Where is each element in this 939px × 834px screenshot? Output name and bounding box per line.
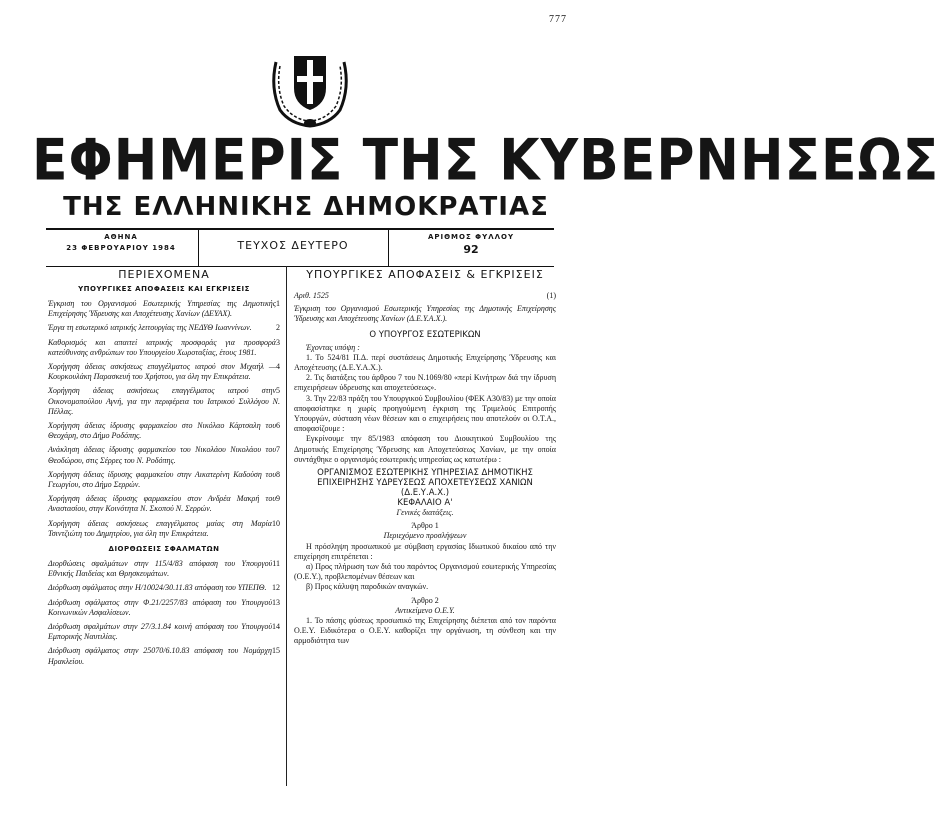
contents-entry-text: Διόρθωση σφάλματος στην Φ.21/2257/83 απόφαση του Υπουργού Κοινωνικών Ασφαλίσεων. [48,597,272,617]
organisation-title: ΟΡΓΑΝΙΣΜΟΣ ΕΣΩΤΕΡΙΚΗΣ ΥΠΗΡΕΣΙΑΣ ΔΗΜΟΤΙΚΗΣ ΕΠΙΧΕΙΡΗΣΗΣ ΥΔΡΕΥΣΕΩΣ ΑΠΟΧΕΤΕΥΣΕΩΣ ΧΑΝΙΩΝ (Δ.Ε.Υ.Α.Χ.) [317,468,533,499]
contents-entry-text: Έργα τη εσωτερικό ιατρικής λειτουργίας της ΝΕΔΥΘ Ιωαννίνων. [48,323,252,333]
contents-list-decisions [48,299,280,539]
article-1-heading: Άρθρο 1 [411,521,439,531]
contents-entry [48,559,280,579]
contents-entry [48,386,280,417]
contents-entry-page: 12 [272,583,280,593]
contents-entry-page: 2 [276,323,280,333]
issue-info-bar [46,228,554,267]
decision-number: Αριθ. 1525 [294,291,329,300]
contents-entry [48,338,280,358]
contents-entry [48,583,280,593]
contents-entry-text: Χορήγηση άδειας ασκήσεως επαγγέλματος ιατρού στον Μιχαήλ — Κουρκουλάκη Παρασκευή του Χρήστου, για όλη την Επικράτεια. [48,362,276,382]
contents-entry-text: Χορήγηση άδειας ίδρυσης φαρμακείου στο Νικόλαο Κάρτσαλη του Θεοχάρη, στο Δήμο Ροδόπης. [48,421,276,441]
recital-1: 1. Το 524/81 Π.Δ. περί συστάσεως Δημοτικής Επιχείρησης Ύδρευσης και Αποχέτευσης (Δ.Ε.Υ.Α.Χ.). [294,352,556,373]
contents-list-corrections [48,559,280,667]
contents-entry-page: 7 [276,445,280,455]
contents-entry [48,299,280,319]
issue-volume: ΤΕΥΧΟΣ ΔΕΥΤΕΡΟ [237,239,349,252]
contents-entry-text: Διόρθωση σφάλματος στην 25070/6.10.83 απόφαση του Νομάρχη Ηρακλείου. [48,646,272,666]
decision-summary: Έγκριση του Οργανισμού Εσωτερικής Υπηρεσίας της Δημοτικής Επιχείρησης Ύδρευσης και Αποχέτευσης Χανίων (Δ.Ε.Υ.Α.Χ.). [294,304,556,324]
decisions-column [294,268,556,647]
article-1-title: Περιεχόμενο προσλήψεων [383,531,467,541]
contents-subheading-corrections: ΔΙΟΡΘΩΣΕΙΣ ΣΦΑΛΜΑΤΩΝ [108,545,220,554]
contents-entry-page: 8 [276,469,280,479]
contents-entry [48,494,280,514]
article-1-item-b: β) Προς κάλυψη παροδικών αναγκών. [306,582,429,592]
recital-3: 3. Την 22/83 πράξη του Υπουργικού Συμβουλίου (ΦΕΚ Α30/83) με την οποία αποφασίστηκε η χωρίς προηγούμενη έγκριση της Τριμελούς Επιτροπής Υπουργών, σύσταση νέων θέσεων και ο επιχειρήσεις που αποτελούν οι Ο.Τ.Α., αποφασίζουμε : [294,393,556,434]
contents-entry [48,519,280,539]
gazette-title: ΕΦΗΜΕΡΙΣ ΤΗΣ ΚΥΒΕΡΝΗΣΕΩΣ [32,127,939,194]
page-number: 777 [549,14,567,25]
contents-entry-text: Διόρθωση σφάλματος στην Η/10024/30.11.83 απόφαση του ΥΠΕΠΘ. [48,583,267,593]
article-2-heading: Άρθρο 2 [411,595,439,605]
issue-city: ΑΘΗΝΑ [104,233,138,241]
contents-subheading-decisions: ΥΠΟΥΡΓΙΚΕΣ ΑΠΟΦΑΣΕΙΣ ΚΑΙ ΕΓΚΡΙΣΕΙΣ [78,285,250,293]
contents-entry-page: 5 [276,386,280,396]
chapter-heading: ΚΕΦΑΛΑΙΟ Α' [397,498,453,509]
recital-2: 2. Τις διατάξεις του άρθρου 7 του Ν.1069/80 «περί Κινήτρων διά την ίδρυση επιχειρήσεων ύδρευσης και αποχετεύσεως». [294,373,556,393]
contents-entry-page: 6 [276,421,280,431]
sheet-number: 92 [463,243,479,256]
contents-entry-text: Καθορισμός και απαιτεί ιατρικής προσφοράς για προσφορά κατεύθυνσης ανθρώπων του Υπουργείου Χωροταξίας, έτους 1981. [48,337,276,357]
article-2-body: 1. Το πάσης φύσεως προσωπικό της Επιχείρησης διέπεται από τον παρόντα Ο.Ε.Υ. Ειδικότερα ο Ο.Ε.Υ. καθορίζει την οργάνωση, τη σύνθεση και την αρμοδιότητα των [294,616,556,646]
having-regard: Έχοντας υπόψη : [306,342,360,352]
contents-entry-text: Χορήγηση άδειας ασκήσεως επαγγέλματος ιατρού στην Οικονομοπούλου Αγνή, για την περιφέρεια του Ιατρικού Συλλόγου Ν. Πέλλας. [48,386,280,416]
contents-entry-text: Ανάκληση άδειας ίδρυσης φαρμακείου του Νικολάου Νικολάου του Θεοδώρου, στις Σέρρες του Ν. Ροδόπης. [48,445,276,465]
contents-entry [48,622,280,642]
contents-entry-text: Χορήγηση άδειας ίδρυσης φαρμακείου στον Ανδρέα Μακρή του Αναστασίου, στην Κοινότητα Ν. Σκοπού Ν. Σερρών. [48,494,276,514]
gazette-subtitle: ΤΗΣ ΕΛΛΗΝΙΚΗΣ ΔΗΜΟΚΡΑΤΙΑΣ [63,192,549,222]
article-1-body: Η πρόσληψη προσωπικού με σύμβαση εργασίας Ιδιωτικού δικαίου από την επιχείρηση επιτρέπεται : [294,541,556,561]
issue-date: 23 ΦΕΒΡΟΥΑΡΙΟΥ 1984 [66,244,176,252]
contents-entry [48,470,280,490]
contents-entry-text: Διόρθωση σφαλμάτων στην 27/3.1.84 κοινή απόφαση του Υπουργού Εμπορικής Ναυτιλίας. [48,622,272,642]
contents-entry-page: 11 [272,559,280,569]
sheet-label: ΑΡΙΘΜΟΣ ΦΥΛΛΟΥ [427,233,515,241]
contents-entry-page: 9 [276,494,280,504]
contents-entry-page: 13 [272,597,280,607]
contents-entry [48,646,280,666]
contents-entry-page: 15 [272,646,280,656]
column-divider [286,266,287,786]
contents-entry-text: Διορθώσεις σφαλμάτων στην 115/4/83 απόφαση του Υπουργού Εθνικής Παιδείας και Θρησκευμάτων. [48,559,273,579]
decisions-heading: ΥΠΟΥΡΓΙΚΕΣ ΑΠΟΦΑΣΕΙΣ & ΕΓΚΡΙΣΕΙΣ [306,268,544,281]
contents-entry-page: 1 [276,299,280,308]
article-2-title: Αντικείμενο Ο.Ε.Υ. [395,605,455,615]
contents-entry-page: 4 [276,362,280,372]
contents-entry [48,598,280,618]
contents-column [48,268,280,671]
contents-entry-text: Χορήγηση άδειας ασκήσεως επαγγέλματος μαίας στη Μαρία Τσιντζιώτη του Δημητρίου, για όλη την Επικράτεια. [48,518,272,538]
contents-entry [48,323,280,333]
decision-reference [294,291,556,301]
contents-entry [48,421,280,441]
contents-entry-text: Έγκριση του Οργανισμού Εσωτερικής Υπηρεσίας της Δημοτικής Επιχείρησης Ύδρευσης και Αποχέτευσης Χανίων (ΔΕΥΑΧ). [48,299,276,319]
coat-of-arms-emblem [266,48,354,128]
chapter-subtitle: Γενικές διατάξεις. [396,508,454,518]
contents-entry [48,362,280,382]
contents-entry-page: 10 [272,518,280,528]
decision-index: (1) [546,291,556,300]
approval-paragraph: Εγκρίνουμε την 85/1983 απόφαση του Διοικητικού Συμβουλίου της Δημοτικής Επιχείρησης Ύδρευσης και Αποχετεύσεως Χανίων, με την οποία συντάχθηκε ο οργανισμός εσωτερικής υπηρεσίας ως κατωτέρω : [294,434,556,464]
contents-entry [48,445,280,465]
contents-entry-page: 14 [272,622,280,632]
contents-entry-text: Χορήγηση άδειας ίδρυσης φαρμακείου στην Αικατερίνη Καδούση του Γεωργίου, στο Δήμο Σερρών. [48,469,276,490]
article-1-item-a: α) Προς πλήρωση των διά του παρόντος Οργανισμού εσωτερικής Υπηρεσίας (Ο.Ε.Υ.), προβλεπομένων θέσεων και [294,562,556,582]
contents-heading: ΠΕΡΙΕΧΟΜΕΝΑ [118,268,210,281]
minister-title: Ο ΥΠΟΥΡΓΟΣ ΕΣΩΤΕΡΙΚΩΝ [369,329,481,340]
contents-entry-page: 3 [276,337,280,347]
